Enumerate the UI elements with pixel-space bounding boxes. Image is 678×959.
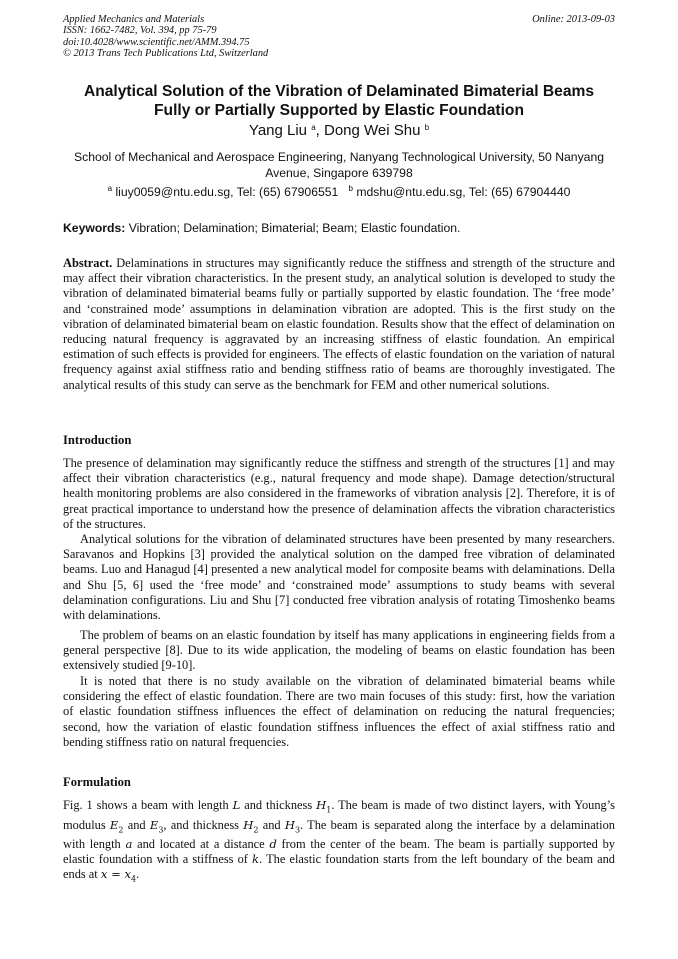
symbol-letter: E [109, 817, 119, 832]
title-line-1: Analytical Solution of the Vibration of Delaminated Bimaterial Beams [83, 83, 595, 100]
intro-paragraph-3: The problem of beams on an elastic foundation by itself has many applications in engineering fields from a general perspective [8]. Due to its wide application, the modeling of beams on elastic foundation has been extensively studied [9-10]. [63, 628, 615, 673]
symbol-subscript: 4 [131, 874, 137, 884]
keywords-label: Keywords: [63, 221, 126, 235]
author-2-mark: b [424, 123, 430, 132]
symbol-distance: d [269, 837, 277, 852]
symbol-modulus-3 [150, 818, 164, 832]
affiliation [63, 149, 615, 181]
symbol-subscript: 1 [326, 805, 332, 815]
author-1: Yang Liu [248, 122, 308, 139]
title-line-2: Fully or Partially Supported by Elastic Foundation [154, 102, 524, 119]
author-list [63, 122, 615, 140]
keywords [63, 220, 615, 236]
symbol-stiffness: k [252, 852, 260, 867]
formulation-text: . The beam is made of two distinct layers, with Young’s modulus [63, 798, 615, 832]
email-mark-a: a [107, 184, 113, 193]
symbol-length: L [232, 798, 241, 812]
symbol-subscript: 2 [253, 824, 259, 834]
author-1-mark: a [311, 123, 316, 132]
journal-name: Applied Mechanics and Materials [63, 14, 205, 25]
introduction-heading: Introduction [63, 433, 132, 447]
symbol-modulus-2 [110, 818, 124, 832]
author-separator: , [315, 122, 324, 139]
symbol-letter: x [124, 867, 132, 882]
symbol-letter: H [243, 817, 254, 832]
journal-header [63, 14, 615, 60]
formulation-text: . [136, 867, 140, 882]
formulation-paragraph [63, 798, 615, 887]
symbol-subscript: 3 [294, 824, 301, 834]
abstract-text: Delaminations in structures may significantly reduce the stiffness and strength of the structure and may affect their vibration characteristics. In the present study, an analytical solution is developed to study the vibration of delaminated bimaterial beams fully or partially supported by elastic foundation. The ‘free mode’ and ‘constrained mode’ assumptions in delamination vibration are adopted. This is the first study on the vibration of delaminated bimaterial beam on elastic foundation. Results show that the effect of delamination on reducing natural frequency is aggravated by an increasing stiffness of elastic foundation. An empirical estimation of such effects is provided for engineers. The effects of elastic foundation on the variation of natural frequency against axial stiffness ratio and bending stiffness ratio of beams are thoroughly investigated. The analytical results of this study can serve as the benchmark for FEM and other numerical solutions. [63, 256, 615, 392]
symbol-subscript: 3 [158, 824, 164, 834]
equation-foundation-end [100, 867, 137, 884]
symbol-letter: H [316, 798, 327, 812]
intro-paragraph-1: The presence of delamination may significantly reduce the stiffness and strength of the structures [1] and may affect their vibration characteristics (e.g., natural frequency and mode shape). Damage detection/structural health monitoring problems are also considered in the frameworks of vibration analysis [2]. Therefore, it is of great practical importance to understand how the presence of delamination affects the vibration characteristics of the structures. [63, 456, 615, 531]
keywords-text: Vibration; Delamination; Bimaterial; Beam; Elastic foundation. [128, 221, 461, 235]
formulation-text: , and thickness [163, 817, 244, 832]
journal-doi: doi:10.4028/www.scientific.net/AMM.394.75 [63, 36, 250, 48]
formulation-heading: Formulation [63, 775, 131, 789]
formulation-text: from the center of the beam. The beam is partially supported by elastic foundation with a stiffness of [63, 837, 615, 867]
formulation-text: and thickness [240, 798, 317, 812]
symbol-letter: x [100, 867, 108, 882]
contact-b: mdshu@ntu.edu.sg, Tel: (65) 67904440 [356, 185, 571, 199]
journal-copyright: © 2013 Trans Tech Publications Ltd, Switzerland [63, 48, 269, 60]
email-mark-b: b [348, 184, 353, 193]
symbol-letter: H [284, 817, 295, 832]
formulation-text: and [258, 817, 285, 832]
symbol-thickness-2 [243, 818, 258, 832]
abstract [63, 256, 615, 393]
symbol-thickness-3 [285, 818, 300, 832]
symbol-subscript: 2 [118, 824, 124, 834]
affiliation-line-1: School of Mechanical and Aerospace Engineering, Nanyang Technological University, 50 Nanyang [73, 150, 605, 164]
intro-paragraph-4: It is noted that there is no study available on the vibration of delaminated bimaterial beams while considering the effect of elastic foundation. There are two main focuses of this study: first, how the variation of elastic foundation stiffness influences the effect of delamination on reducing the natural frequencies; second, how the variation of elastic foundation stiffness influences the effect of axial stiffness ratio and bending stiffness ratio on natural frequencies. [63, 674, 615, 749]
journal-issn: ISSN: 1662-7482, Vol. 394, pp 75-79 [63, 25, 217, 37]
online-date: Online: 2013-09-03 [532, 14, 615, 25]
formulation-text: and [123, 817, 150, 832]
symbol-thickness [316, 798, 332, 815]
abstract-label: Abstract. [63, 256, 113, 270]
author-2: Dong Wei Shu [324, 122, 421, 139]
formulation-text: . The elastic foundation starts from the left boundary of the beam and ends at [63, 852, 615, 882]
affiliation-line-2: Avenue, Singapore 639798 [265, 166, 413, 180]
formulation-text: and located at a distance [132, 837, 270, 852]
contact-emails [63, 184, 615, 200]
paper-title [63, 82, 615, 120]
equals-sign: = [107, 867, 125, 882]
formulation-text: . The beam is separated along the interface by a delamination with length [63, 817, 615, 852]
formulation-text: Fig. 1 shows a beam with length [63, 798, 233, 812]
intro-paragraph-2: Analytical solutions for the vibration of delaminated structures have been presented by many researchers. Saravanos and Hopkins [3] provided the analytical solution on the damped free vibration of delaminated beams. Luo and Hanagud [4] presented a new analytical model for composite beams with delaminations. Della and Shu [5, 6] used the ‘free mode’ and ‘constrained mode’ assumptions to study beams with several delamination configurations. Liu and Shu [7] conducted free vibration analysis of rotating Timoshenko beams with delaminations. [63, 532, 615, 623]
contact-a: liuy0059@ntu.edu.sg, Tel: (65) 67906551 [115, 185, 339, 199]
symbol-letter: E [149, 817, 159, 832]
symbol-delamination-length: a [125, 837, 133, 852]
